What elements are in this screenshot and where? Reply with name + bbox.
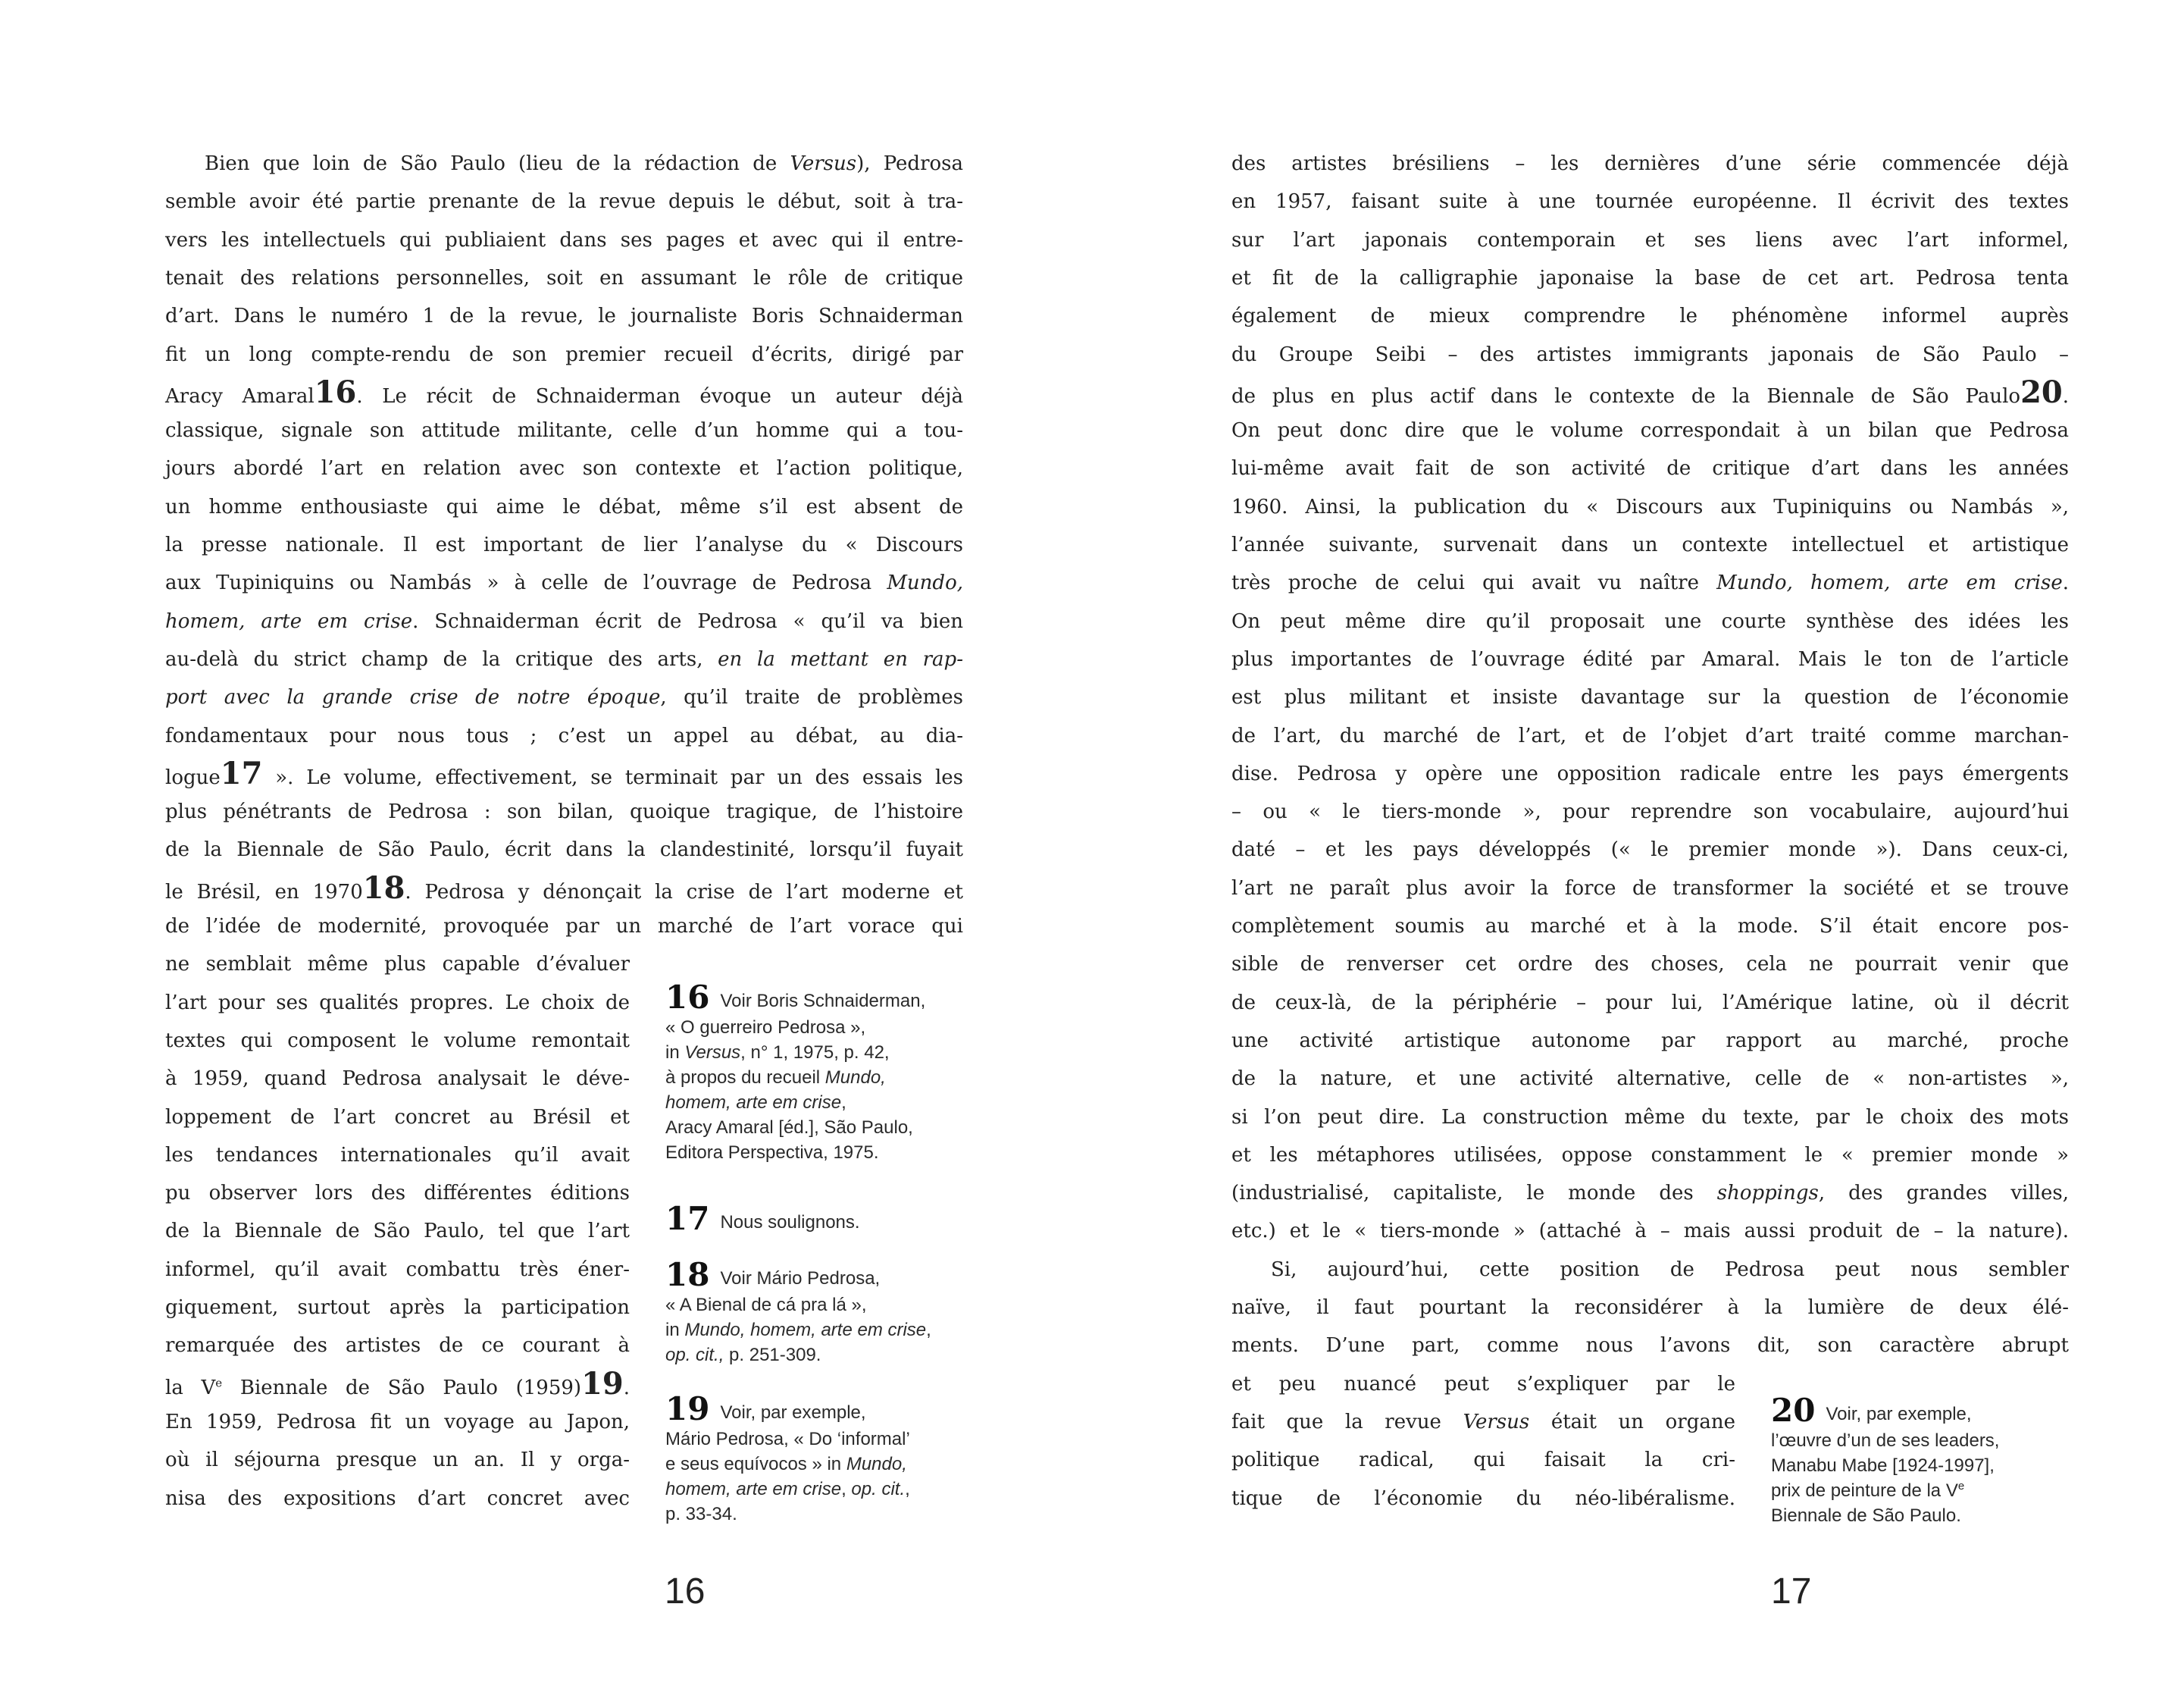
text-run: in: [665, 1042, 685, 1063]
text-run: prix de peinture de la V: [1771, 1480, 1958, 1501]
text-run: l’année suivante, survenait dans un contexte intellectuel et artistique: [1231, 534, 2069, 556]
body-text-line: [1271, 1251, 2069, 1289]
body-text-line: [165, 984, 630, 1022]
body-text-line: [165, 488, 963, 526]
body-text-line: [165, 1365, 630, 1403]
body-text-line: [1231, 984, 2069, 1022]
body-text-line: [1231, 1365, 1735, 1403]
text-run: fait que la revue: [1231, 1410, 1463, 1433]
footnote-line: [665, 1342, 931, 1367]
text-run: op. cit.: [851, 1479, 906, 1499]
body-text-line: [1231, 1289, 2069, 1327]
text-run: shoppings: [1716, 1182, 1819, 1205]
footnote-line: [665, 1015, 925, 1040]
body-text-line: [205, 145, 963, 183]
text-run: ,: [905, 1479, 910, 1499]
text-run: ne semblait même plus capable d’évaluer: [165, 953, 630, 976]
footnote-17: [665, 1201, 860, 1236]
body-text-line: [1231, 221, 2069, 259]
body-text-line: [165, 183, 963, 221]
text-run: nisa des expositions d’art concret avec: [165, 1486, 630, 1510]
text-run: Mundo, homem, arte em crise: [1716, 572, 2063, 595]
footnote-19: [665, 1392, 910, 1527]
body-text-line: [165, 412, 963, 450]
text-run: Mundo,: [846, 1454, 907, 1474]
text-run: in: [665, 1320, 685, 1340]
body-text-line: [165, 717, 963, 755]
footnote-line: [665, 1427, 910, 1452]
text-run: le Brésil, en 1970: [165, 880, 363, 904]
footnote-line: [665, 1317, 931, 1342]
body-text-line: [165, 297, 963, 335]
footnote-line: [665, 1392, 910, 1427]
footnote-16: [665, 980, 925, 1165]
footnote-20: [1771, 1393, 1999, 1528]
text-run: lui-même avait fait de son activité de critique d’art dans les années: [1231, 457, 2069, 481]
body-text-line: [165, 526, 963, 564]
text-run: les tendances internationales qu’il avait: [165, 1143, 630, 1167]
text-run: Mundo,: [887, 572, 963, 595]
text-run: Aracy Amaral: [165, 384, 314, 408]
body-text-line: [1231, 450, 2069, 487]
footnote-line: [1771, 1393, 1999, 1428]
body-text-line: [1231, 1403, 1735, 1441]
text-run: à 1959, quand Pedrosa analysait le déve-: [165, 1067, 630, 1091]
footnote-line: [1771, 1478, 1999, 1503]
footnote-line: [1771, 1428, 1999, 1453]
body-text-line: [1231, 412, 2069, 450]
footnote-reference[interactable]: 20: [2020, 374, 2063, 410]
text-run: e: [1957, 1480, 1965, 1493]
body-text-line: [165, 259, 963, 297]
text-run: classique, signale son attitude militante, celle d’un homme qui a tou-: [165, 419, 963, 443]
body-text-line: [165, 1022, 630, 1060]
text-run: p. 33-34.: [665, 1504, 737, 1524]
text-run: e: [215, 1375, 223, 1389]
text-run: une activité artistique autonome par rapport au marché, proche: [1231, 1029, 2069, 1052]
body-text-line: [1231, 945, 2069, 983]
text-run: – ou « le tiers-monde », pour reprendre son vocabulaire, aujourd’hui: [1231, 800, 2069, 824]
text-run: , des grandes villes,: [1818, 1182, 2069, 1205]
body-text-line: [165, 374, 963, 412]
text-run: politique radical, qui faisait la cri-: [1231, 1449, 1735, 1472]
footnote-line: [665, 1115, 925, 1140]
text-run: Biennale de São Paulo.: [1771, 1505, 1961, 1526]
body-text-line: [165, 1098, 630, 1136]
body-text-line: [1231, 374, 2069, 412]
footnote-reference[interactable]: 18: [362, 869, 405, 906]
text-run: e seus equívocos » in: [665, 1454, 846, 1474]
text-run: de l’idée de modernité, provoquée par un marché de l’art vorace qui: [165, 915, 963, 938]
footnote-line: [665, 1502, 910, 1527]
text-run: plus importantes de l’ouvrage édité par Amaral. Mais le ton de l’article: [1231, 647, 2069, 671]
text-run: du Groupe Seibi – des artistes immigrants japonais de São Paulo –: [1231, 343, 2069, 366]
text-run: etc.) et le « tiers-monde » (attaché à – mais aussi produit de – la nature).: [1231, 1220, 2069, 1243]
body-text-line: [1231, 603, 2069, 641]
footnote-line: [1771, 1453, 1999, 1478]
text-run: et peu nuancé peut s’expliquer par le: [1231, 1372, 1735, 1396]
text-run: tenait des relations personnelles, soit en assumant le rôle de critique: [165, 266, 963, 290]
text-run: Versus: [1463, 1410, 1530, 1433]
body-text-line: [1231, 564, 2069, 602]
body-text-line: [165, 641, 963, 678]
text-run: tique de l’économie du néo-libéralisme.: [1231, 1486, 1735, 1510]
text-run: la presse nationale. Il est important de lier l’analyse du « Discours: [165, 534, 963, 556]
text-run: jours abordé l’art en relation avec son contexte et l’action politique,: [165, 457, 963, 481]
page-number-right: 17: [1771, 1571, 1812, 1612]
text-run: Mundo,: [824, 1067, 886, 1088]
text-run: plus pénétrants de Pedrosa : son bilan, quoique tragique, de l’histoire: [165, 800, 963, 824]
footnote-line: [665, 1090, 925, 1115]
text-run: de l’art, du marché de l’art, et de l’objet d’art traité comme marchan-: [1231, 724, 2069, 747]
text-run: la V: [165, 1376, 216, 1399]
body-text-line: [165, 945, 630, 983]
body-text-line: [165, 1174, 630, 1212]
footnote-number: 16: [665, 979, 710, 1016]
body-text-line: [165, 1403, 630, 1441]
body-text-line: [165, 793, 963, 831]
text-run: homem, arte em crise: [665, 1092, 842, 1113]
footnote-line: [665, 1258, 931, 1292]
text-run: très proche de celui qui avait vu naître: [1231, 572, 1717, 595]
footnote-line: [665, 1040, 925, 1065]
text-run: remarquée des artistes de ce courant à: [165, 1334, 630, 1358]
body-text-line: [1231, 1212, 2069, 1250]
footnote-line: [665, 1201, 860, 1236]
text-run: si l’on peut dire. La construction même du texte, par le choix des mots: [1231, 1105, 2069, 1129]
text-run: ments. D’une part, comme nous l’avons dit, son caractère abrupt: [1231, 1334, 2069, 1358]
footnote-number: 17: [665, 1200, 710, 1237]
text-run: en la mettant en rap-: [718, 647, 963, 671]
text-run: et fit de la calligraphie japonaise la base de cet art. Pedrosa tenta: [1231, 266, 2069, 290]
footnote-number: 20: [1771, 1392, 1816, 1429]
body-text-line: [1231, 869, 2069, 907]
text-run: des artistes brésiliens – les dernières d’une série commencée déjà: [1231, 152, 2069, 175]
text-run: semble avoir été partie prenante de la revue depuis le début, soit à tra-: [165, 190, 963, 214]
text-run: Mundo, homem, arte em crise: [684, 1320, 927, 1340]
footnote-18: [665, 1258, 931, 1367]
text-run: de la Biennale de São Paulo, écrit dans la clandestinité, lorsqu’il fuyait: [165, 838, 963, 862]
text-run: informel, qu’il avait combattu très éner-: [165, 1258, 630, 1281]
text-run: Si, aujourd’hui, cette position de Pedrosa peut nous sembler: [1271, 1258, 2069, 1281]
body-text-line: [1231, 336, 2069, 374]
text-run: au-delà du strict champ de la critique des arts,: [165, 647, 718, 671]
text-run: Voir Boris Schnaiderman,: [720, 991, 926, 1011]
text-run: Editora Perspectiva, 1975.: [665, 1142, 879, 1163]
footnote-reference[interactable]: 16: [314, 374, 357, 410]
body-text-line: [1231, 1480, 1735, 1518]
text-run: .: [623, 1376, 630, 1399]
page-number-left: 16: [665, 1571, 706, 1612]
text-run: fit un long compte-rendu de son premier recueil d’écrits, dirigé par: [165, 343, 963, 366]
body-text-line: [1231, 1022, 2069, 1060]
text-run: à propos du recueil: [665, 1067, 825, 1088]
body-text-line: [165, 1480, 630, 1518]
body-text-line: [165, 1060, 630, 1098]
text-run: naïve, il faut pourtant la reconsidérer à la lumière de deux élé-: [1231, 1296, 2069, 1319]
body-text-line: [1231, 1098, 2069, 1136]
text-run: sur l’art japonais contemporain et ses liens avec l’art informel,: [1231, 228, 2069, 252]
body-text-line: [165, 869, 963, 907]
text-run: ), Pedrosa: [856, 152, 963, 175]
body-text-line: [1231, 1441, 1735, 1479]
text-run: p. 251-309.: [724, 1345, 821, 1365]
body-text-line: [1231, 183, 2069, 221]
body-text-line: [165, 336, 963, 374]
body-text-line: [1231, 641, 2069, 678]
text-run: Bien que loin de São Paulo (lieu de la rédaction de: [205, 152, 790, 175]
text-run: de la nature, et une activité alternative, celle de « non-artistes »,: [1231, 1067, 2069, 1091]
footnote-number: 18: [665, 1256, 710, 1293]
text-run: 1960. Ainsi, la publication du « Discours aux Tupiniquins ou Nambás »,: [1231, 495, 2069, 518]
body-text-line: [1231, 297, 2069, 335]
body-text-line: [165, 450, 963, 487]
text-run: l’art pour ses qualités propres. Le choix de: [165, 991, 630, 1014]
body-text-line: [165, 907, 963, 945]
text-run: . Le récit de Schnaiderman évoque un auteur déjà: [356, 384, 963, 408]
footnote-line: [1771, 1503, 1999, 1528]
body-text-line: [165, 603, 963, 641]
text-run: aux Tupiniquins ou Nambás » à celle de l’ouvrage de Pedrosa: [165, 572, 887, 595]
body-text-line: [165, 678, 963, 716]
body-text-line: [1231, 488, 2069, 526]
text-run: fondamentaux pour nous tous ; c’est un appel au débat, au dia-: [165, 724, 963, 747]
text-run: dise. Pedrosa y opère une opposition radicale entre les pays émergents: [1231, 762, 2069, 785]
text-run: logue: [165, 766, 221, 789]
text-run: homem, arte em crise: [165, 609, 413, 633]
text-run: « O guerreiro Pedrosa »,: [665, 1017, 866, 1038]
text-run: de la Biennale de São Paulo, tel que l’art: [165, 1220, 630, 1243]
text-run: un homme enthousiaste qui aime le débat, même s’il est absent de: [165, 495, 963, 518]
body-text-line: [1231, 1174, 2069, 1212]
text-run: d’art. Dans le numéro 1 de la revue, le journaliste Boris Schnaiderman: [165, 305, 963, 328]
body-text-line: [1231, 717, 2069, 755]
text-run: op. cit.,: [665, 1345, 724, 1365]
text-run: (industrialisé, capitaliste, le monde des: [1231, 1182, 1717, 1205]
text-run: Biennale de São Paulo (1959): [222, 1376, 582, 1399]
body-text-line: [165, 1136, 630, 1174]
body-text-line: [165, 755, 963, 793]
body-text-line: [165, 1251, 630, 1289]
body-text-line: [165, 221, 963, 259]
footnote-reference[interactable]: 17: [220, 755, 263, 791]
body-text-line: [1231, 678, 2069, 716]
footnote-line: [665, 1477, 910, 1502]
text-run: . Schnaiderman écrit de Pedrosa « qu’il va bien: [412, 609, 963, 633]
text-run: ». Le volume, effectivement, se terminait par un des essais les: [262, 766, 963, 789]
footnote-number: 19: [665, 1390, 710, 1427]
text-run: daté – et les pays développés (« le premier monde »). Dans ceux-ci,: [1231, 838, 2069, 862]
text-run: Versus: [790, 152, 857, 175]
text-run: Mário Pedrosa, « Do ‘informal’: [665, 1429, 910, 1449]
text-run: de ceux-là, de la périphérie – pour lui, l’Amérique latine, où il décrit: [1231, 991, 2069, 1014]
body-text-line: [1231, 526, 2069, 564]
body-text-line: [1231, 793, 2069, 831]
body-text-line: [1231, 907, 2069, 945]
text-run: Aracy Amaral [éd.], São Paulo,: [665, 1117, 913, 1138]
body-text-line: [165, 831, 963, 869]
body-text-line: [1231, 259, 2069, 297]
body-text-line: [165, 1441, 630, 1479]
text-run: Nous soulignons.: [720, 1212, 860, 1233]
text-run: On peut même dire qu’il proposait une courte synthèse des idées les: [1231, 609, 2069, 633]
body-text-line: [1231, 831, 2069, 869]
text-run: l’œuvre d’un de ses leaders,: [1771, 1430, 2000, 1451]
text-run: On peut donc dire que le volume correspondait à un bilan que Pedrosa: [1231, 419, 2069, 443]
text-run: complètement soumis au marché et à la mode. S’il était encore pos-: [1231, 915, 2069, 938]
text-run: .: [2062, 384, 2069, 408]
text-run: port avec la grande crise de notre époque: [165, 686, 661, 710]
footnote-line: [665, 1065, 925, 1090]
text-run: Voir Mário Pedrosa,: [720, 1268, 881, 1289]
text-run: était un organe: [1529, 1410, 1735, 1433]
body-text-line: [1231, 145, 2069, 183]
text-run: loppement de l’art concret au Brésil et: [165, 1105, 630, 1129]
text-run: Voir, par exemple,: [720, 1402, 866, 1423]
footnote-line: [665, 1140, 925, 1165]
text-run: pu observer lors des différentes éditions: [165, 1182, 630, 1205]
text-run: ,: [841, 1479, 852, 1499]
text-run: l’art ne paraît plus avoir la force de transformer la société et se trouve: [1231, 876, 2069, 900]
text-run: où il séjourna presque un an. Il y orga-: [165, 1449, 630, 1472]
text-run: est plus militant et insiste davantage sur la question de l’économie: [1231, 686, 2069, 710]
body-text-line: [1231, 1060, 2069, 1098]
text-run: « A Bienal de cá pra lá »,: [665, 1295, 867, 1315]
body-text-line: [165, 1212, 630, 1250]
footnote-line: [665, 1292, 931, 1317]
footnote-line: [665, 980, 925, 1015]
footnote-reference[interactable]: 19: [581, 1365, 624, 1402]
text-run: en 1957, faisant suite à une tournée européenne. Il écrivit des textes: [1231, 190, 2069, 214]
text-run: , n° 1, 1975, p. 42,: [740, 1042, 890, 1063]
text-run: Versus: [684, 1042, 741, 1063]
text-run: également de mieux comprendre le phénomène informel auprès: [1231, 305, 2069, 328]
text-run: . Pedrosa y dénonçait la crise de l’art moderne et: [405, 880, 963, 904]
body-text-line: [1231, 1327, 2069, 1364]
body-text-line: [1231, 1136, 2069, 1174]
text-run: giquement, surtout après la participation: [165, 1296, 630, 1319]
text-run: , qu’il traite de problèmes: [660, 686, 964, 710]
text-run: .: [2062, 572, 2069, 595]
text-run: ,: [926, 1320, 931, 1340]
body-text-line: [165, 1289, 630, 1327]
text-run: et les métaphores utilisées, oppose constamment le « premier monde »: [1231, 1143, 2069, 1167]
text-run: textes qui composent le volume remontait: [165, 1029, 630, 1052]
text-run: vers les intellectuels qui publiaient dans ses pages et avec qui il entre-: [165, 228, 963, 252]
text-run: homem, arte em crise: [665, 1479, 842, 1499]
text-run: de plus en plus actif dans le contexte de la Biennale de São Paulo: [1231, 384, 2021, 408]
text-run: Voir, par exemple,: [1826, 1404, 1972, 1424]
body-text-line: [165, 564, 963, 602]
body-text-line: [165, 1327, 630, 1364]
text-run: ,: [841, 1092, 846, 1113]
text-run: En 1959, Pedrosa fit un voyage au Japon,: [165, 1410, 630, 1433]
text-run: Manabu Mabe [1924-1997],: [1771, 1455, 1995, 1476]
body-text-line: [1231, 755, 2069, 793]
footnote-line: [665, 1452, 910, 1477]
text-run: sible de renverser cet ordre des choses, cela ne pourrait venir que: [1231, 953, 2069, 976]
